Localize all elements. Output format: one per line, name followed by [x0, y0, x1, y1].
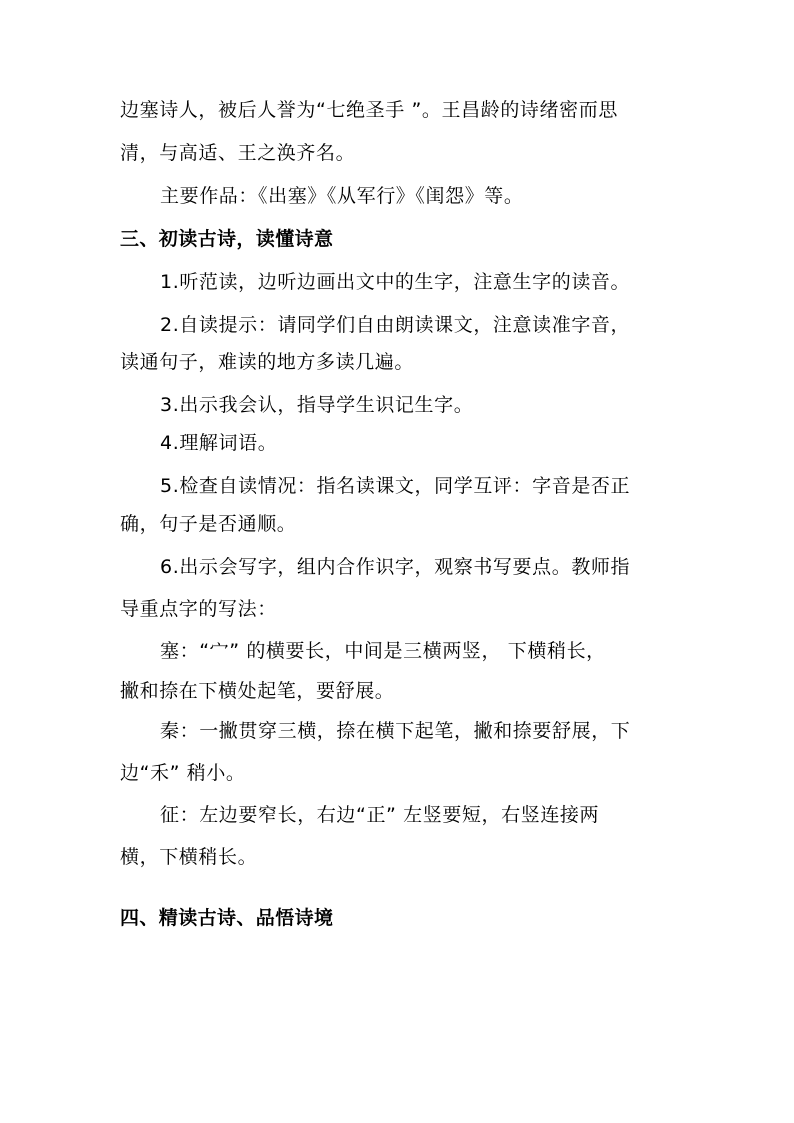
step-5-text-line-2: 确，句子是否通顺。 — [120, 513, 297, 535]
main-works-line: 主要作品：《出塞》《从军行》《闺怨》等。 — [160, 185, 524, 207]
step-1-text: 1.听范读，边听边画出文中的生字，注意生字的读音。 — [160, 271, 631, 293]
char-qin-text-line-2: 边“禾” 稍小。 — [120, 762, 246, 784]
section-3-heading: 三、初读古诗，读懂诗意 — [120, 228, 334, 250]
step-3-text: 3.出示我会认，指导学生识记生字。 — [160, 394, 474, 416]
step-6-text-line-2: 导重点字的写法： — [120, 598, 277, 620]
char-zheng-text-line-1: 征：左边要窄长，右边“正” 左竖要短，右竖连接两 — [160, 804, 600, 826]
step-4-text: 4.理解词语。 — [160, 432, 278, 454]
char-qin-text-line-1: 秦：一撇贯穿三横，捺在横下起笔，撇和捺要舒展，下 — [160, 720, 631, 742]
step-2-text-line-1: 2.自读提示：请同学们自由朗读课文，注意读准字音， — [160, 314, 631, 336]
intro-text-line-2: 清，与高适、王之涣齐名。 — [120, 142, 356, 164]
step-6-text-line-1: 6.出示会写字，组内合作识字，观察书写要点。教师指 — [160, 556, 631, 578]
section-4-heading: 四、精读古诗、品悟诗境 — [120, 907, 334, 929]
char-sai-text-line-1: 塞：“宀” 的横要长，中间是三横两竖， 下横稍长， — [160, 640, 606, 662]
char-zheng-text-line-2: 横，下横稍长。 — [120, 846, 258, 868]
char-sai-text-line-2: 撇和捺在下横处起笔，要舒展。 — [120, 680, 395, 702]
step-5-text-line-1: 5.检查自读情况：指名读课文，同学互评：字音是否正 — [160, 475, 631, 497]
step-2-text-line-2: 读通句子，难读的地方多读几遍。 — [120, 351, 415, 373]
intro-text-line-1: 边塞诗人，被后人誉为“七绝圣手 ”。王昌龄的诗绪密而思 — [120, 99, 618, 121]
